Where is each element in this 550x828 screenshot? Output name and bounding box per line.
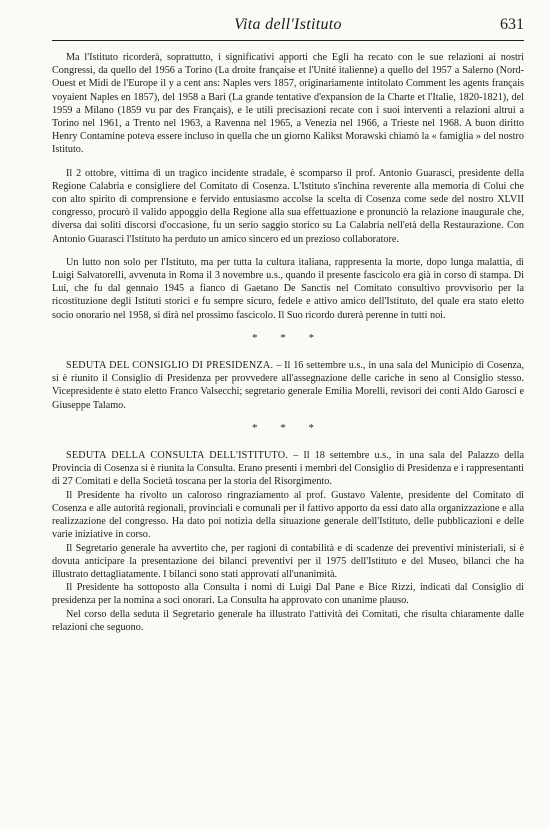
paragraph-segretario: Il Segretario generale ha avvertito che, per ragioni di contabilità e di scadenze dei preventivi ministeriali, si è dovuta anticipare la presentazione dei bilanci preventivi per il 1975 dell'Istituto e del Museo, bilanci che ha illustrato dettagliatamente. I bilanci sono stati approvati all'unanimità. <box>52 542 524 580</box>
section-text: – Il 18 settembre u.s., in una sala del Palazzo della Provincia di Cosenza si è riunita la Consulta. Erano presenti i membri del Consiglio di Presidenza e i rappresentanti di 27 Comitati e della Società toscana per la storia del Risorgimento. <box>52 450 524 488</box>
page-body <box>52 51 524 634</box>
section-heading: SEDUTA DELLA CONSULTA DELL'ISTITUTO. <box>66 450 289 462</box>
section-separator: * * * <box>252 421 324 434</box>
page-number: 631 <box>500 16 524 33</box>
paragraph-guarasci: Il 2 ottobre, vittima di un tragico incidente stradale, è scomparso il prof. Antonio Guarasci, presidente della Regione Calabria e consigliere del Comitato di Cosenza. L'Istituto s'inchina reverente alla memoria di Colui che con alto spirito di comprensione e fervido entusiasmo accolse la scelta di Cosenza come sede del nostro XLVII congresso, procurò il valido appoggio della Regione alla sua effettuazione e pronunciò la relazione inaugurale che, diversa dai soliti discorsi d'occasione, fu un serio saggio storico su La Calabria nell'età della Restaurazione. Con Antonio Guarasci l'Istituto ha perduto un amico sincero ed un prezioso collaboratore. <box>52 167 524 245</box>
section-heading: SEDUTA DEL CONSIGLIO DI PRESIDENZA. <box>66 360 274 372</box>
paragraph-soci-onorari: Il Presidente ha sottoposto alla Consulta i nomi di Luigi Dal Pane e Bice Rizzi, indicati dal Consiglio di presidenza per la nomina a soci onorari. La Consulta ha approvato con unanime plauso. <box>52 582 524 607</box>
section-consulta <box>52 449 524 489</box>
paragraph-comitati: Nel corso della seduta il Segretario generale ha illustrato l'attività dei Comitati, che risulta chiaramente dalle relazioni che seguono. <box>52 608 524 633</box>
section-text: – Il 16 settembre u.s., in una sala del Municipio di Cosenza, si è riunito il Consiglio di Presidenza per provvedere all'assegnazione delle cariche in seno al Consiglio stesso. Vicepresidente è stato eletto Franco Valsecchi; segretario generale Emilia Morelli, revisori dei conti Aldo Garosci e Giuseppe Talamo. <box>52 360 525 411</box>
running-title: Vita dell'Istituto <box>234 16 342 33</box>
paragraph-contamine: Ma l'Istituto ricorderà, soprattutto, i significativi apporti che Egli ha recato con le sue relazioni ai nostri Congressi, da quello del 1956 a Torino (La droite française et l'Unité italienne) a quello del 1957 a Salerno (Nord-Ouest et Midi de l'Europe il y a cent ans: Naples vers 1857, originariamente intitolato Comment les agents français voyaient Naples en 1857), del 1958 a Bari (La grande tentative d'expansion de la Charte et l'Italie, 1820-1821), del 1959 a Milano (1859 vu par des Français), e le utili precisazioni recate con i suoi interventi a relazioni altrui a Torino nel 1961, a Trento nel 1963, a Ravenna nel 1965, a Venezia nel 1966, a Trieste nel 1968. A buon diritto Henry Contamine poteva essere incluso in quella che un giorno Kalikst Morawski chiamò la « famiglia » del nostro Istituto. <box>52 52 524 156</box>
paragraph-salvatorelli: Un lutto non solo per l'Istituto, ma per tutta la cultura italiana, rappresenta la morte, dopo lunga malattia, di Luigi Salvatorelli, avvenuta in Roma il 3 novembre u.s., quando il presente fascicolo era già in corso di stampa. Di Lui, che fu dal gennaio 1945 a fianco di Gaetano De Sanctis nel Comitato consultivo provvisorio per la ricostituzione degli Istituti storici e fu sempre sicuro, fedele e attivo amico dell'Istituto, del quale era stato eletto socio onorario nel 1958, si dirà nel prossimo fascicolo. Il Suo ricordo durerà perenne in tutti noi. <box>52 256 524 321</box>
paragraph-presidente: Il Presidente ha rivolto un caloroso ringraziamento al prof. Gustavo Valente, presidente del Comitato di Cosenza e alle autorità regionali, provinciali e comunali per il fattivo apporto da essi dato alla organizzazione e alla realizzazione del congresso. Ha dato poi notizia della situazione generale dell'Istituto, delle pubblicazioni e delle varie iniziative in corso. <box>52 489 524 541</box>
section-consiglio-presidenza <box>52 359 524 412</box>
running-header <box>52 14 524 41</box>
section-separator: * * * <box>252 331 324 344</box>
